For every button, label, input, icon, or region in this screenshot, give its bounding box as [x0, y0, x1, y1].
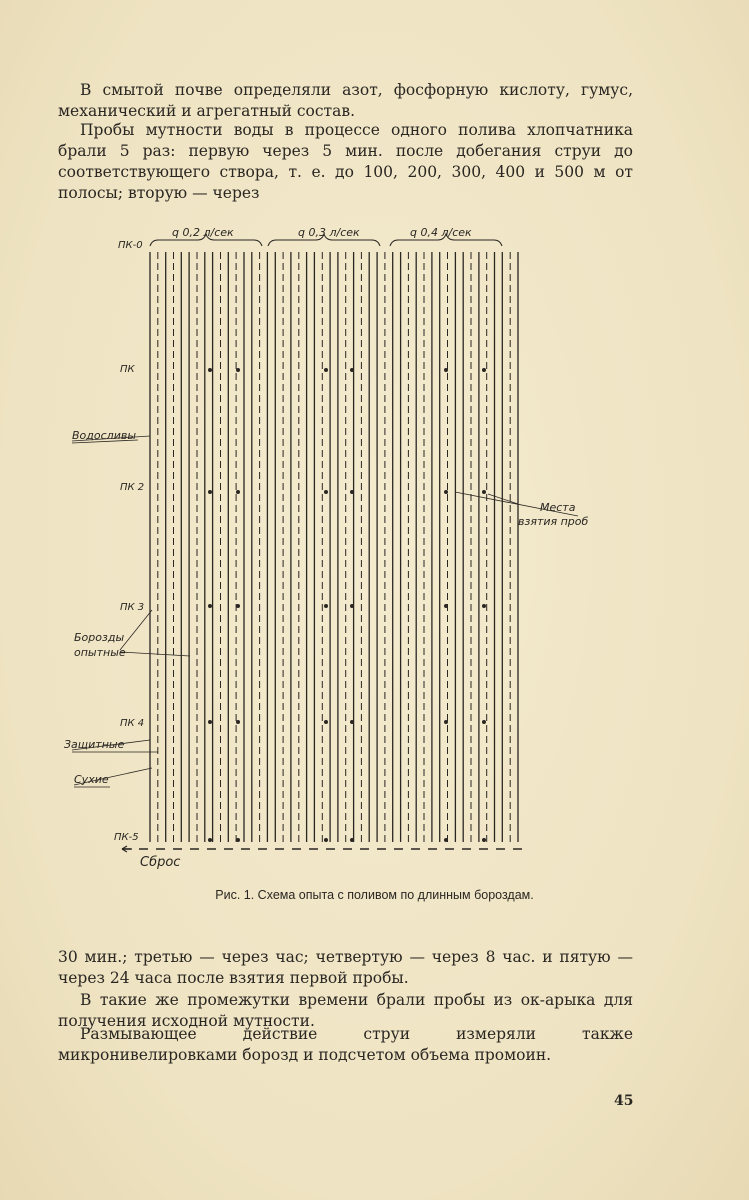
sampling-point — [350, 490, 354, 494]
sampling-point — [236, 490, 240, 494]
furrows-group — [150, 252, 518, 842]
station-label-1: ПК — [120, 364, 135, 375]
callout-sukhie: Сухие — [74, 773, 109, 786]
figure-caption: Рис. 1. Схема опыта с поливом по длинным бороздам. — [215, 888, 534, 902]
sampling-point — [482, 368, 486, 372]
paragraph-4: В такие же промежутки времени брали пробы из ок-арыка для получения исходной мутности. — [58, 991, 633, 1030]
sampling-point — [350, 838, 354, 842]
sampling-point — [324, 490, 328, 494]
sampling-point — [324, 604, 328, 608]
sampling-point — [444, 368, 448, 372]
sampling-point — [444, 838, 448, 842]
callout-vodosbros: Водосливы — [72, 429, 137, 442]
sampling-point — [236, 838, 240, 842]
paragraph-1: В смытой почве определяли азот, фосфорную кислоту, гумус, механический и агрегатный состав. — [58, 81, 633, 120]
sampling-point — [236, 368, 240, 372]
sampling-point — [208, 604, 212, 608]
sampling-point — [236, 604, 240, 608]
sampling-point — [324, 838, 328, 842]
station-label-3: ПК 3 — [120, 602, 145, 613]
callout-mesta-2: взятия проб — [518, 515, 589, 528]
drain-arrow — [122, 846, 132, 852]
callout-sbros: Сброс — [140, 855, 181, 870]
flow-label-3: q 0,4 л/сек — [410, 226, 472, 239]
station-label-2: ПК 2 — [120, 482, 145, 493]
flow-label-2: q 0,3 л/сек — [298, 226, 360, 239]
sampling-point — [444, 490, 448, 494]
station-label-5: ПК-5 — [114, 832, 139, 843]
sampling-point — [208, 490, 212, 494]
paragraph-3: 30 мин.; третью — через час; четвертую — через 8 час. и пятую — через 24 часа после взятия первой пробы. — [58, 948, 633, 987]
sampling-point — [208, 838, 212, 842]
flow-label-1: q 0,2 л/сек — [172, 226, 234, 239]
paragraph-2: Пробы мутности воды в процессе одного полива хлопчатника брали 5 раз: первую через 5 мин. после добегания струи до соответствующего створа, т. е. до 100, 200, 300, 400 и 500 м от полосы; вторую — через — [58, 121, 633, 202]
station-label-0: ПК-0 — [118, 240, 143, 251]
sampling-point — [482, 720, 486, 724]
sampling-point — [324, 720, 328, 724]
callout-borozdy-2: опытные — [74, 646, 126, 659]
sampling-point — [324, 368, 328, 372]
paragraph-5: Размывающее действие струи измеряли также микронивелировками борозд и подсчетом объема промоин. — [58, 1025, 633, 1064]
callout-zashchitnye: Защитные — [64, 738, 125, 751]
sampling-point — [350, 720, 354, 724]
callout-borozdy-1: Борозды — [74, 631, 125, 644]
sampling-point — [482, 604, 486, 608]
sampling-point — [444, 720, 448, 724]
page-number: 45 — [614, 1093, 634, 1109]
sampling-point — [208, 368, 212, 372]
station-label-4: ПК 4 — [120, 718, 145, 729]
sampling-point — [482, 838, 486, 842]
sampling-point — [208, 720, 212, 724]
sampling-point — [444, 604, 448, 608]
callout-mesta-1: Места — [540, 501, 576, 514]
sampling-point — [482, 490, 486, 494]
sampling-point — [350, 368, 354, 372]
sampling-points-group — [208, 368, 486, 842]
sampling-point — [350, 604, 354, 608]
sampling-point — [236, 720, 240, 724]
